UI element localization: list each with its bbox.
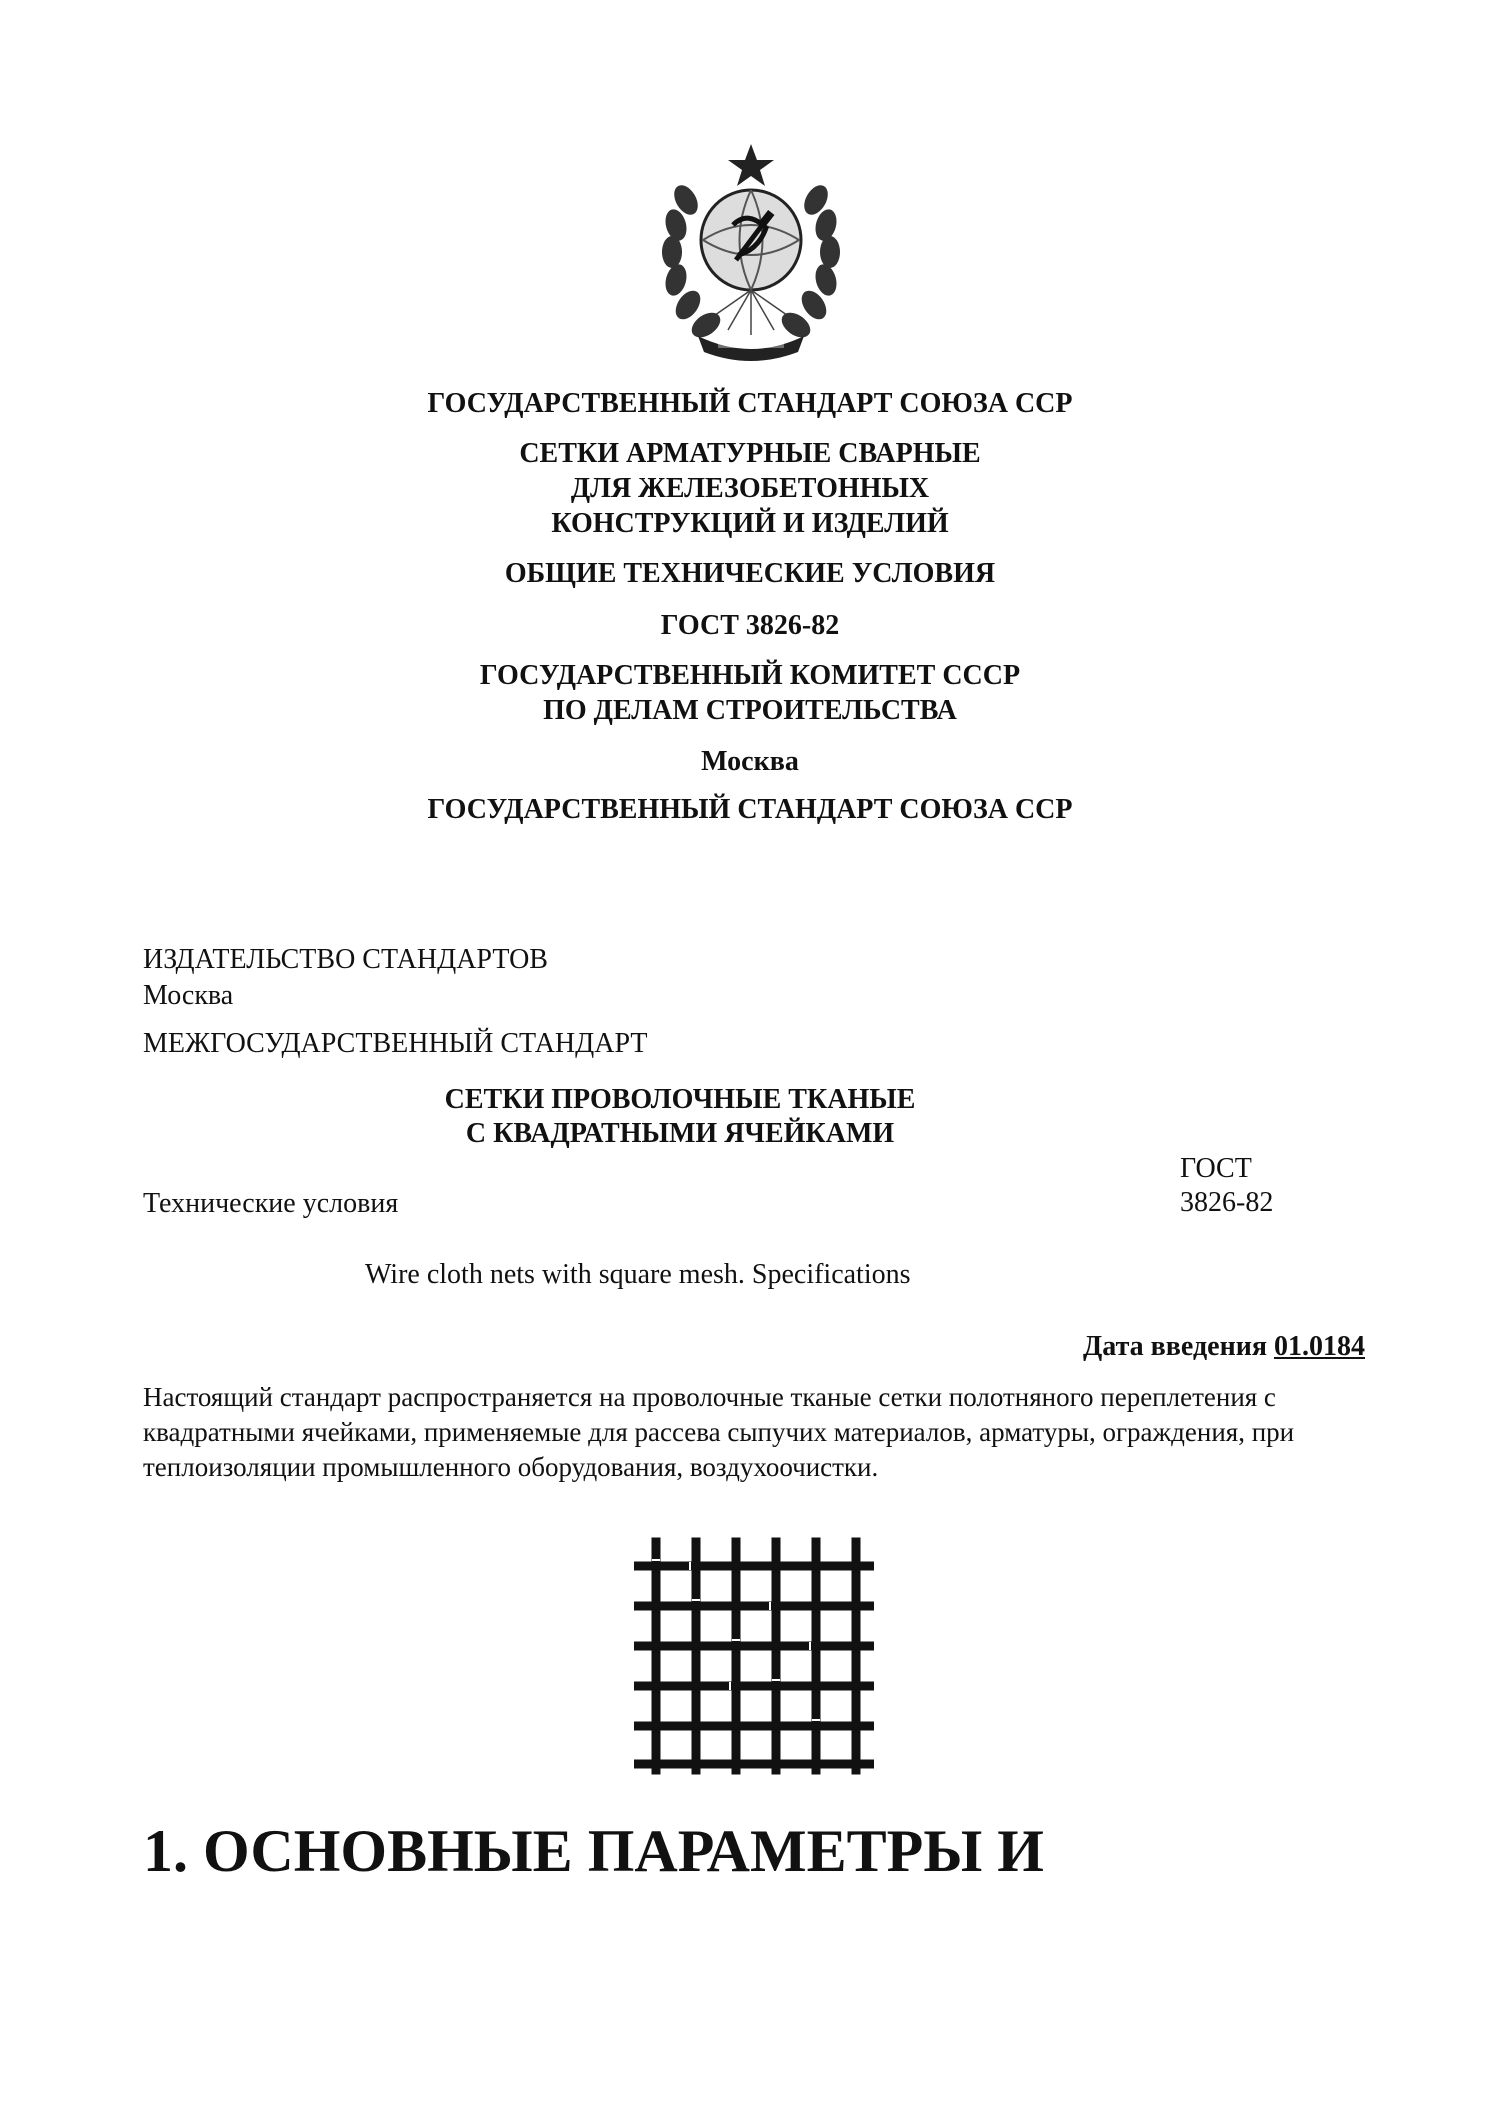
introduction-date [1083, 1330, 1365, 1364]
section-heading: 1. ОСНОВНЫЕ ПАРАМЕТРЫ И [143, 1818, 1044, 1884]
header-city: Москва [701, 746, 799, 777]
publisher-city: Москва [143, 980, 234, 1011]
doc-title-line-2: С КВАДРАТНЫМИ ЯЧЕЙКАМИ [465, 1118, 895, 1149]
ussr-emblem-icon [648, 140, 854, 364]
date-label: Дата введения [1083, 1331, 1267, 1362]
general-conditions: ОБЩИЕ ТЕХНИЧЕСКИЕ УСЛОВИЯ [504, 558, 996, 589]
gost-code: 3826-82 [1180, 1187, 1274, 1218]
standard-header-2: ГОСУДАРСТВЕННЫЙ СТАНДАРТ СОЮЗА ССР [427, 794, 1073, 825]
publisher-name: ИЗДАТЕЛЬСТВО СТАНДАРТОВ [143, 944, 548, 975]
standard-header-1: ГОСУДАРСТВЕННЫЙ СТАНДАРТ СОЮЗА ССР [427, 388, 1073, 419]
interstate-standard: МЕЖГОСУДАРСТВЕННЫЙ СТАНДАРТ [143, 1028, 648, 1059]
gost-label: ГОСТ [1180, 1153, 1252, 1184]
english-title: Wire cloth nets with square mesh. Specifications [365, 1259, 911, 1290]
committee-line-2: ПО ДЕЛАМ СТРОИТЕЛЬСТВА [543, 695, 957, 726]
title-line-3: КОНСТРУКЦИЙ И ИЗДЕЛИЙ [551, 508, 949, 539]
wire-mesh-icon [634, 1536, 874, 1776]
doc-title-line-1: СЕТКИ ПРОВОЛОЧНЫЕ ТКАНЫЕ [444, 1084, 916, 1115]
scope-paragraph: Настоящий стандарт распространяется на проволочные тканые сетки полотняного переплетения с квадратными ячейками, применяемые для рассева сыпучих материалов, арматуры, ограждения, при теплоизоляции промышленного оборудования, воздухоочистки. [143, 1382, 1295, 1482]
doc-subtitle: Технические условия [143, 1188, 399, 1219]
committee-line-1: ГОСУДАРСТВЕННЫЙ КОМИТЕТ СССР [479, 660, 1021, 691]
date-value: 01.0184 [1274, 1331, 1365, 1362]
gost-number: ГОСТ 3826-82 [660, 610, 840, 641]
title-line-1: СЕТКИ АРМАТУРНЫЕ СВАРНЫЕ [519, 438, 981, 469]
title-line-2: ДЛЯ ЖЕЛЕЗОБЕТОННЫХ [570, 473, 930, 504]
